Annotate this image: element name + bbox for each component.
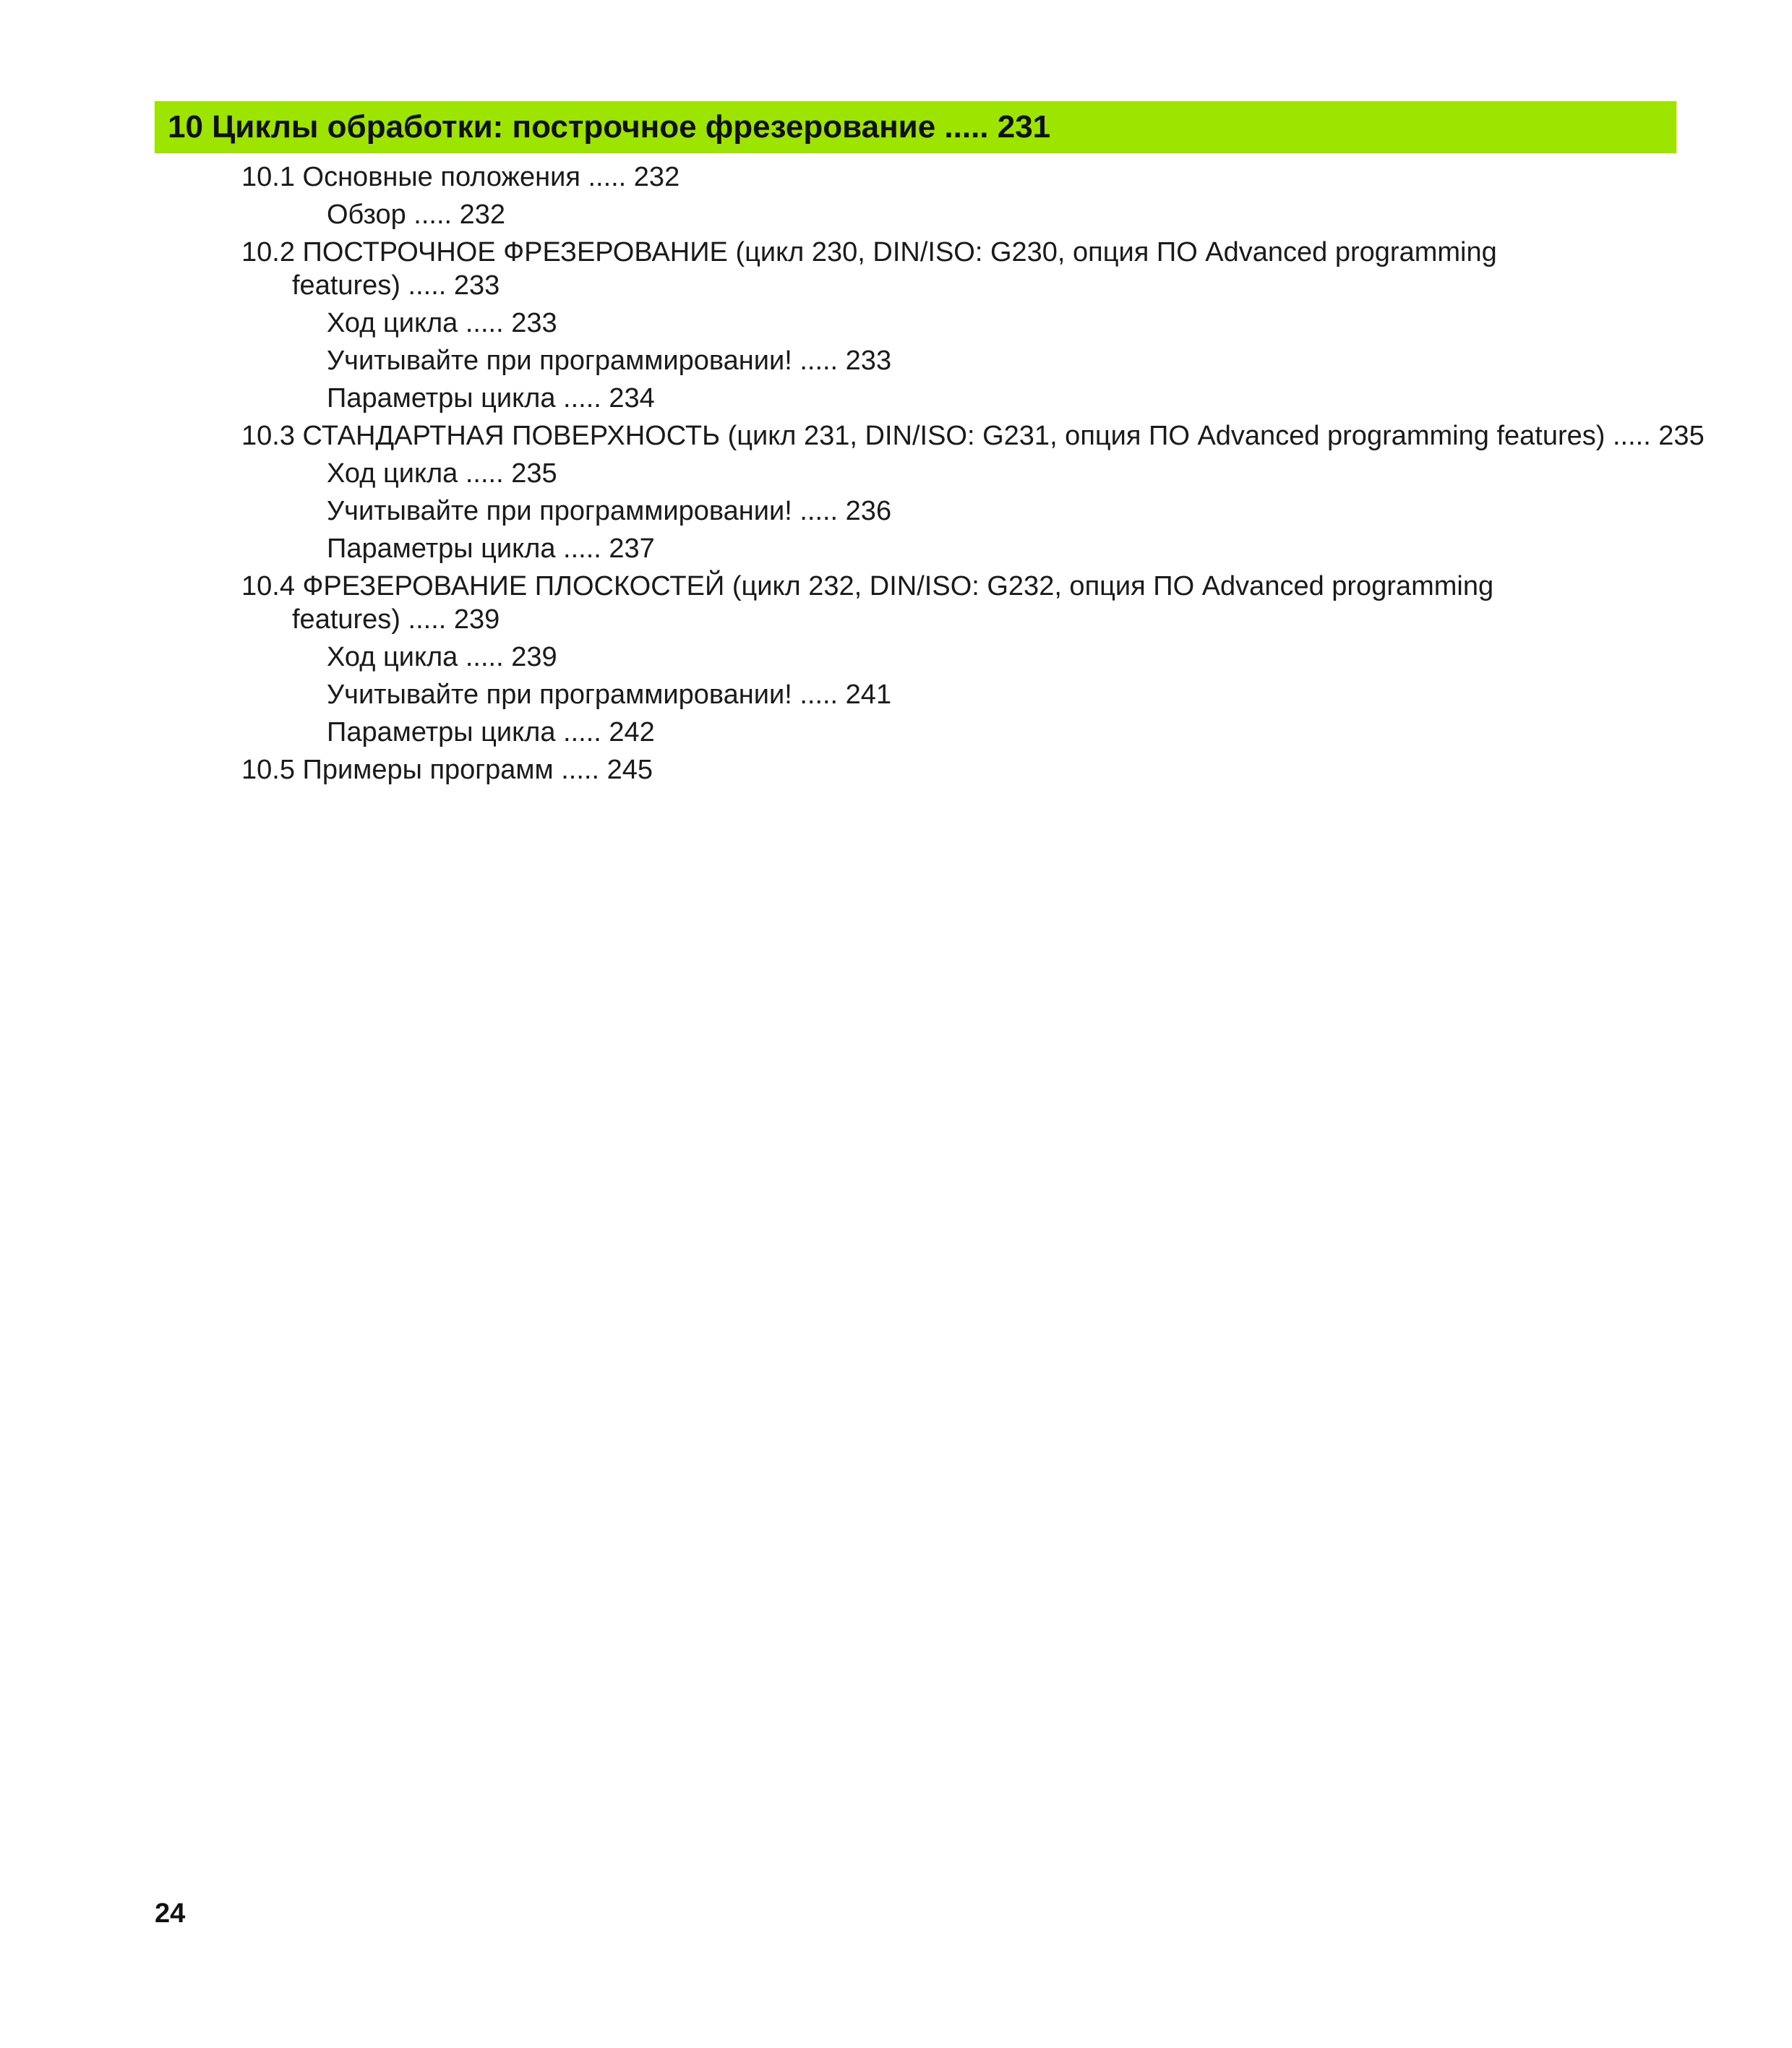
toc-entry-10-3[interactable]: 10.3 СТАНДАРТНАЯ ПОВЕРХНОСТЬ (цикл 231, DIN/ISO: G231, опция ПО Advanced programming features) ..... 235 xyxy=(241,421,1705,451)
toc-subentry-cycle-run[interactable]: Ход цикла ..... 235 xyxy=(327,458,557,489)
toc-entry-10-5[interactable]: 10.5 Примеры программ ..... 245 xyxy=(241,755,653,785)
toc-entry-10-4[interactable]: 10.4 ФРЕЗЕРОВАНИЕ ПЛОСКОСТЕЙ (цикл 232, DIN/ISO: G232, опция ПО Advanced programming xyxy=(241,571,1494,601)
toc-subentry-cycle-parameters[interactable]: Параметры цикла ..... 242 xyxy=(327,717,655,747)
toc-entry-10-1[interactable]: 10.1 Основные положения ..... 232 xyxy=(241,162,680,192)
toc-subentry-cycle-parameters[interactable]: Параметры цикла ..... 237 xyxy=(327,534,655,564)
toc-subentry-programming-notes[interactable]: Учитывайте при программировании! ..... 241 xyxy=(327,680,892,710)
toc-subentry-overview[interactable]: Обзор ..... 232 xyxy=(327,200,506,230)
chapter-heading-bar xyxy=(155,101,1676,153)
toc-entry-10-2-continuation[interactable]: features) ..... 233 xyxy=(292,270,500,301)
page-number: 24 xyxy=(155,1898,186,1929)
toc-subentry-programming-notes[interactable]: Учитывайте при программировании! ..... 233 xyxy=(327,346,892,376)
toc-subentry-cycle-parameters[interactable]: Параметры цикла ..... 234 xyxy=(327,383,655,414)
toc-subentry-cycle-run[interactable]: Ход цикла ..... 239 xyxy=(327,642,557,672)
toc-subentry-cycle-run[interactable]: Ход цикла ..... 233 xyxy=(327,308,557,338)
toc-entry-10-2[interactable]: 10.2 ПОСТРОЧНОЕ ФРЕЗЕРОВАНИЕ (цикл 230, DIN/ISO: G230, опция ПО Advanced programming xyxy=(241,237,1497,267)
toc-entry-10-4-continuation[interactable]: features) ..... 239 xyxy=(292,604,500,635)
toc-subentry-programming-notes[interactable]: Учитывайте при программировании! ..... 236 xyxy=(327,496,892,526)
chapter-title[interactable]: 10 Циклы обработки: построчное фрезерование ..... 231 xyxy=(168,109,1051,145)
